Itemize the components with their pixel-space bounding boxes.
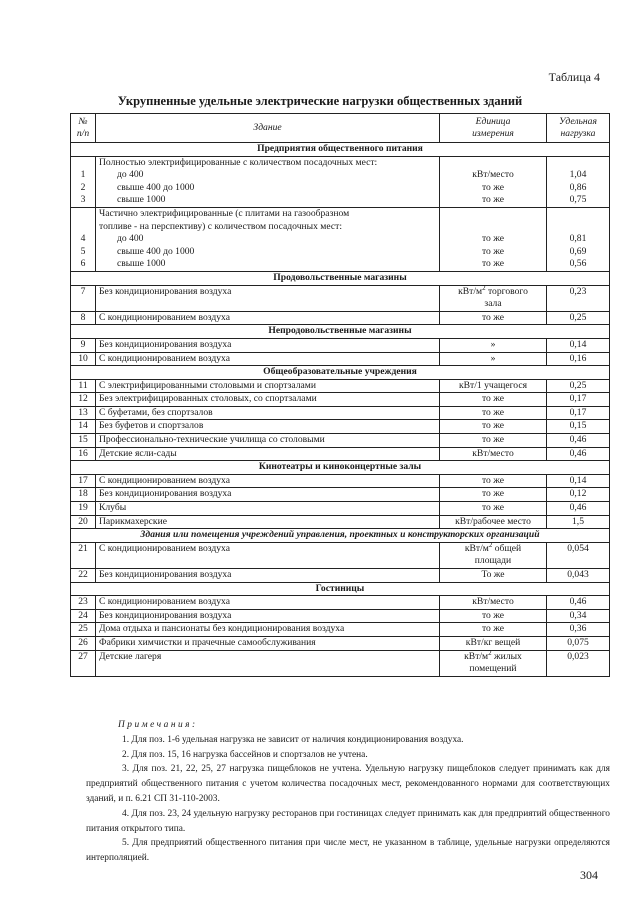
table-row: 26 Фабрики химчистки и прачечные самообслуживания кВт/кг вещей 0,075 bbox=[71, 636, 610, 650]
table-row: 19 Клубы то же 0,46 bbox=[71, 502, 610, 516]
section-row: Продовольственные магазины bbox=[71, 271, 610, 285]
note-item: 1. Для поз. 1-6 удельная нагрузка не зависит от наличия кондиционирования воздуха. bbox=[122, 734, 464, 745]
section-row: Предприятия общественного питания bbox=[71, 143, 610, 157]
header-load: Удельная нагрузка bbox=[547, 114, 610, 143]
table-row: 25 Дома отдыха и пансионаты без кондиционирования воздуха то же 0,36 bbox=[71, 623, 610, 637]
table-row: 22 Без кондиционирования воздуха То же 0,043 bbox=[71, 569, 610, 583]
table-row: 27 Детские лагеря кВт/$м^2$ жилых помещений 0,023 bbox=[71, 650, 610, 676]
section-row: Кинотеатры и киноконцертные залы bbox=[71, 461, 610, 475]
notes-block bbox=[86, 718, 610, 866]
table-row: 4 5 6 Частично электрифицированные (с плитами на газообразном топливе - на перспективу) с количеством посадочных мест: до 400 свыше 400 до 1000 свыше 1000 то же то же то же 0,81 0,69 0,56 bbox=[71, 207, 610, 271]
note-item: 2. Для поз. 15, 16 нагрузка бассейнов и спортзалов не учтена. bbox=[122, 749, 368, 760]
table-row: 7 Без кондиционирования воздуха кВт/$м^2$ торгового зала 0,23 bbox=[71, 285, 610, 311]
header-num: № п/п bbox=[71, 114, 96, 143]
load-table bbox=[70, 113, 610, 677]
table-row: 11 С электрифицированными столовыми и спортзалами кВт/1 учащегося 0,25 bbox=[71, 379, 610, 393]
table-row: 24 Без кондиционирования воздуха то же 0,34 bbox=[71, 609, 610, 623]
header-building: Здание bbox=[96, 114, 440, 143]
note-item: 5. Для предприятий общественного питания при числе мест, не указанном в таблице, удельные нагрузки определяются интерполяцией. bbox=[86, 838, 610, 864]
section-row: Непродовольственные магазины bbox=[71, 325, 610, 339]
table-header-row bbox=[71, 114, 610, 143]
note-item: 4. Для поз. 23, 24 удельную нагрузку ресторанов при гостиницах следует принимать как для предприятий общественного питания открытого типа. bbox=[86, 808, 610, 834]
table-row: 16 Детские ясли-сады кВт/место 0,46 bbox=[71, 447, 610, 461]
table-row: 8 С кондиционированием воздуха то же 0,25 bbox=[71, 311, 610, 325]
table-row: 10 С кондиционированием воздуха » 0,16 bbox=[71, 352, 610, 366]
header-unit: Единица измерения bbox=[440, 114, 547, 143]
table-row: 9 Без кондиционирования воздуха » 0,14 bbox=[71, 338, 610, 352]
table-row: 23 С кондиционированием воздуха кВт/место 0,46 bbox=[71, 596, 610, 610]
table-row: 14 Без буфетов и спортзалов то же 0,15 bbox=[71, 420, 610, 434]
table-row: 20 Парикмахерские кВт/рабочее место 1,5 bbox=[71, 515, 610, 529]
table-row: 15 Профессионально-технические училища со столовыми то же 0,46 bbox=[71, 434, 610, 448]
section-row: Здания или помещения учреждений управления, проектных и конструкторских организаций bbox=[71, 529, 610, 543]
note-item: 3. Для поз. 21, 22, 25, 27 нагрузка пищеблоков не учтена. Удельную нагрузку пищеблоков следует принимать как для предприятий общественного питания с учетом количества посадочных мест, рекомендованного нормами для соответствующих зданий, и п. 6.21 СП 31-110-2003. bbox=[86, 764, 610, 804]
page-number: 304 bbox=[580, 868, 598, 882]
table-row: 12 Без электрифицированных столовых, со спортзалами то же 0,17 bbox=[71, 393, 610, 407]
table-row: 21 С кондиционированием воздуха кВт/$м^2$ общей площади 0,054 bbox=[71, 542, 610, 568]
table-row: 17 С кондиционированием воздуха то же 0,14 bbox=[71, 474, 610, 488]
section-row: Общеобразовательные учреждения bbox=[71, 366, 610, 380]
table-title: Укрупненные удельные электрические нагрузки общественных зданий bbox=[117, 94, 523, 108]
table-label: Таблица 4 bbox=[548, 70, 600, 84]
notes-heading: Примечания: bbox=[118, 720, 198, 730]
table-row: 1 2 3 Полностью электрифицированные с количеством посадочных мест: до 400 свыше 400 до 1000 свыше 1000 кВт/место то же то же 1,04 0,86 0,75 bbox=[71, 156, 610, 207]
table-row: 13 С буфетами, без спортзалов то же 0,17 bbox=[71, 406, 610, 420]
section-row: Гостиницы bbox=[71, 582, 610, 596]
table-row: 18 Без кондиционирования воздуха то же 0,12 bbox=[71, 488, 610, 502]
